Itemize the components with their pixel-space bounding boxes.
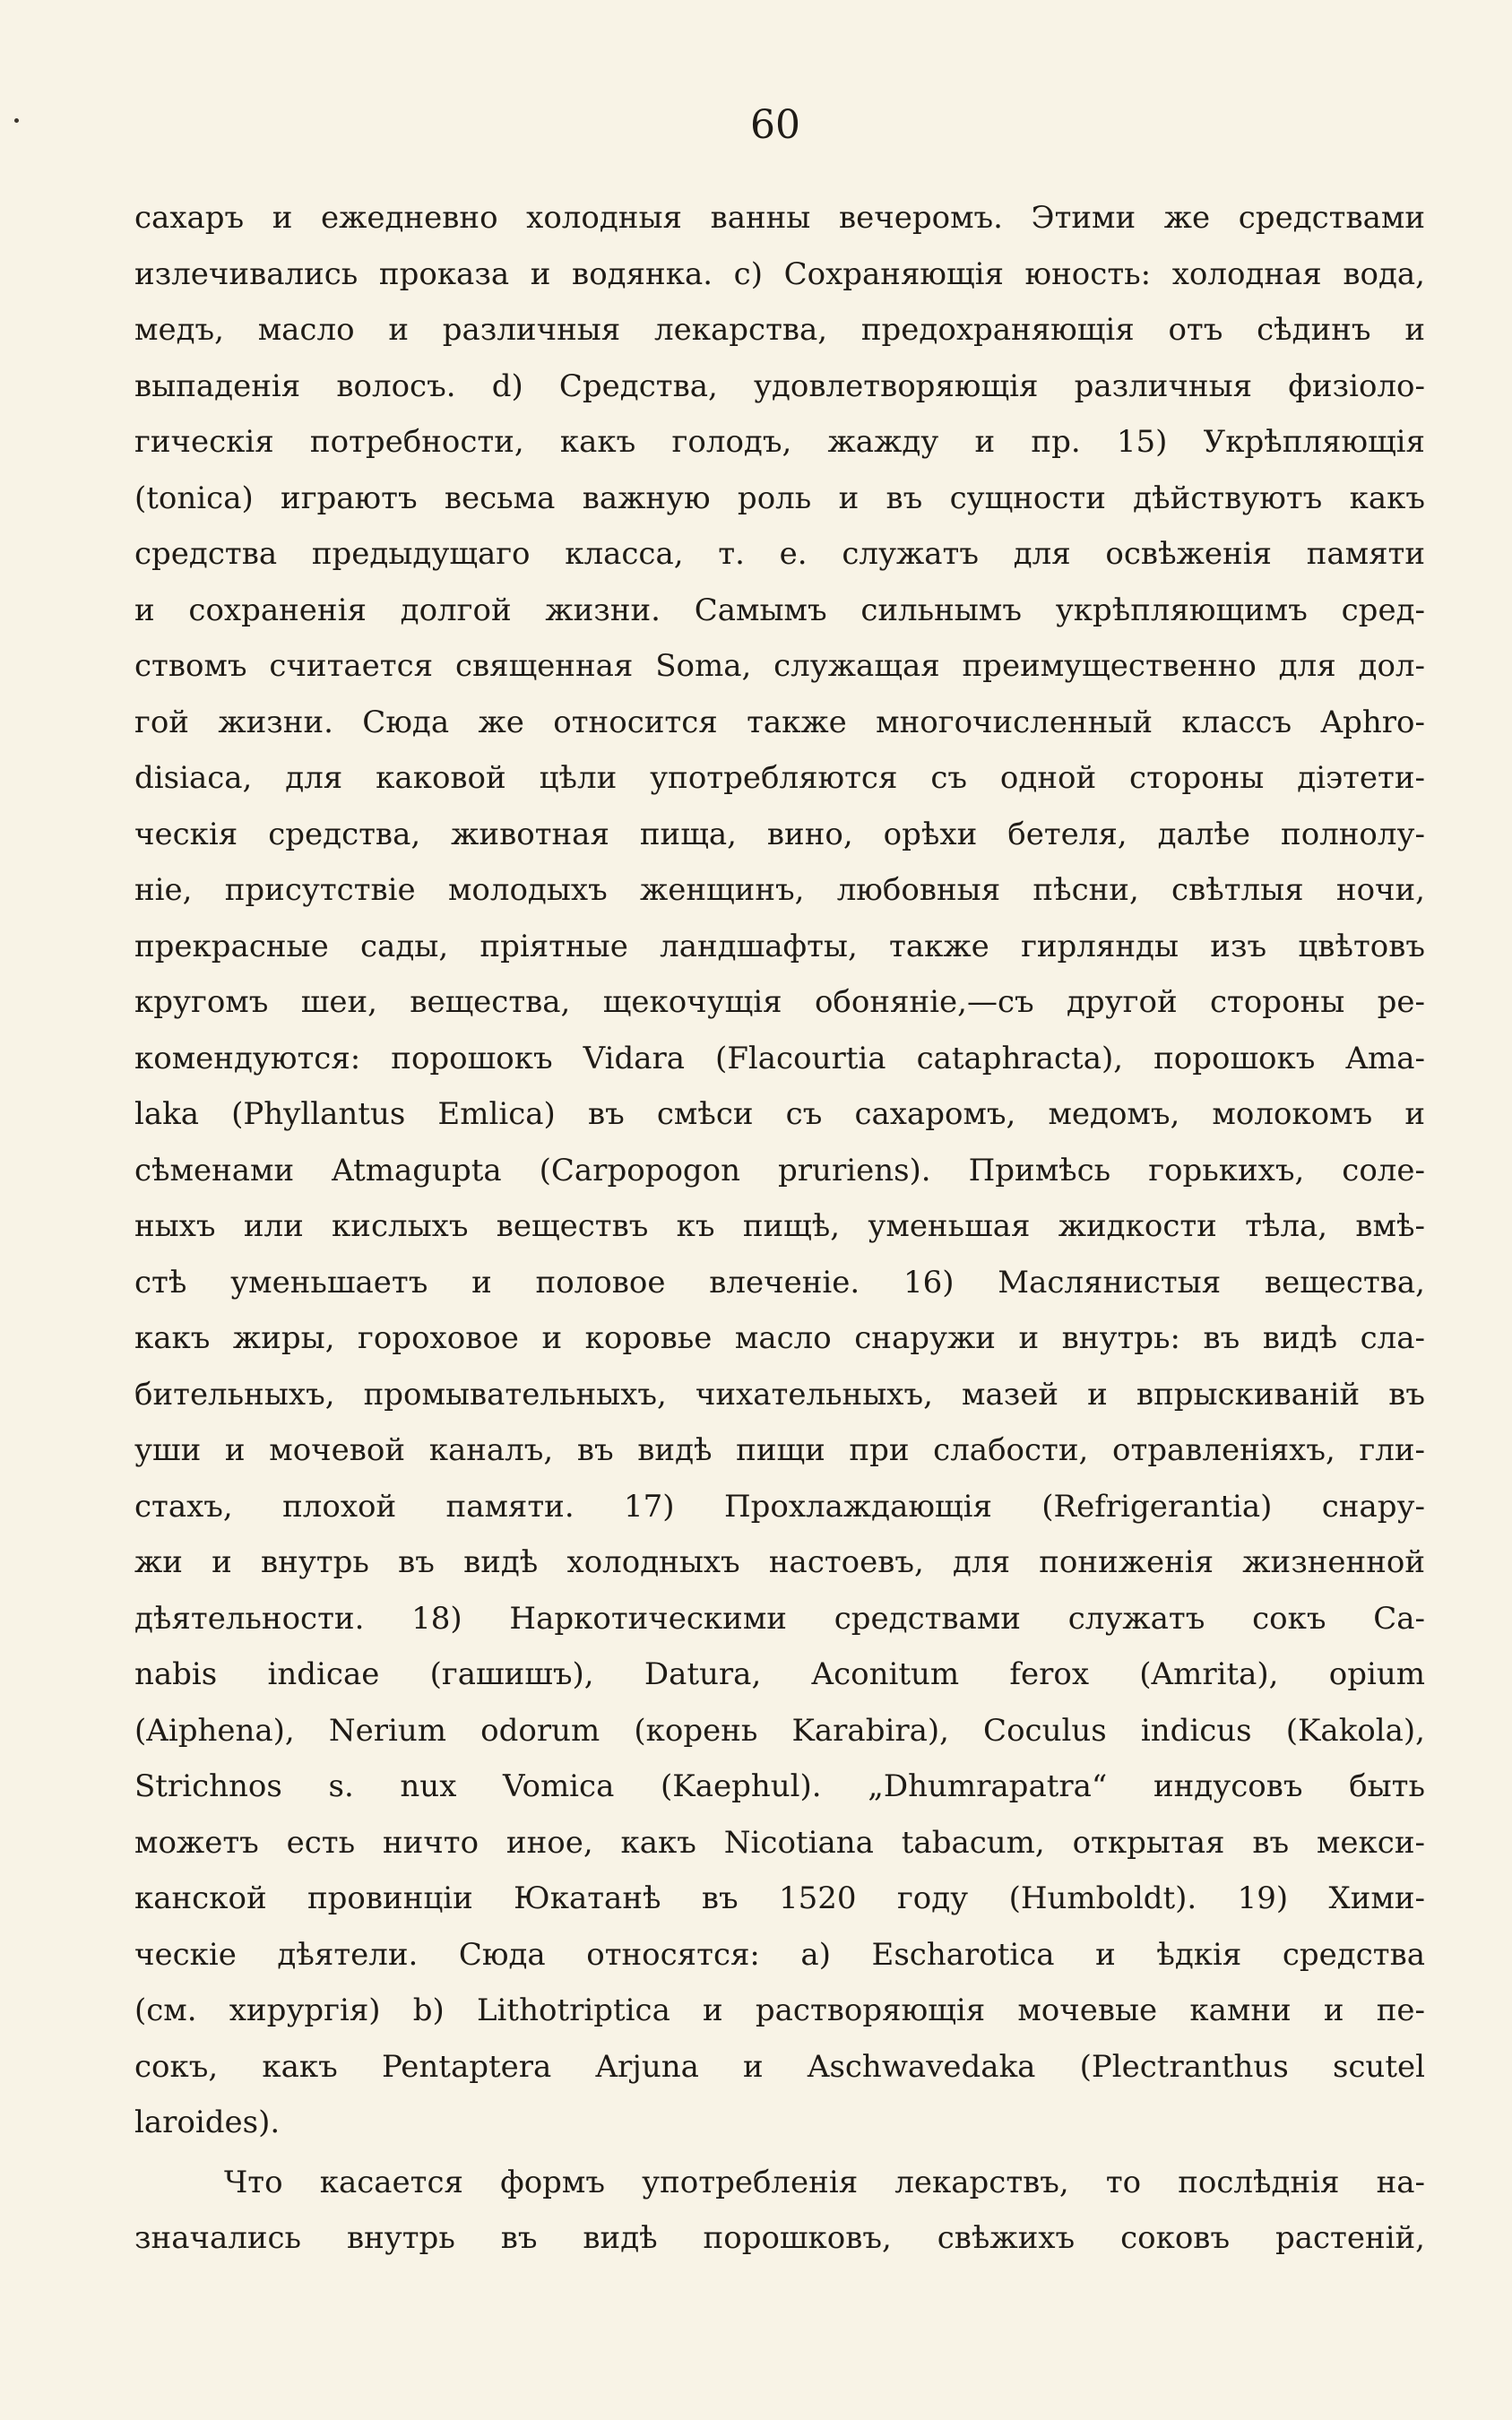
text-line: laka (Phyllantus Emlica) въ смѣси съ сахаромъ, медомъ, молокомъ и	[134, 1096, 1425, 1132]
page-number: 60	[750, 102, 800, 148]
text-line: излечивались проказа и водянка. с) Сохраняющія юность: холодная вода,	[134, 255, 1425, 292]
text-line: и сохраненія долгой жизни. Самымъ сильнымъ укрѣпляющимъ сред-	[134, 592, 1425, 628]
text-line: гическія потребности, какъ голодъ, жажду и пр. 15) Укрѣпляющія	[134, 424, 1425, 460]
text-line: дѣятельности. 18) Наркотическими средствами служатъ сокъ Ca-	[134, 1600, 1425, 1637]
text-line: ческія средства, животная пища, вино, орѣхи бетеля, далѣе полнолу-	[134, 816, 1425, 852]
text-line: ствомъ считается священная Soma, служащая преимущественно для дол-	[134, 648, 1425, 684]
text-line: канской провинціи Юкатанѣ въ 1520 году (Humboldt). 19) Хими-	[134, 1880, 1425, 1916]
text-line: гой жизни. Сюда же относится также многочисленный классъ Aphro-	[134, 704, 1425, 740]
text-line: выпаденія волосъ. d) Средства, удовлетворяющія различныя физіоло-	[134, 367, 1425, 404]
text-line: стѣ уменьшаетъ и половое влеченіе. 16) Маслянистыя вещества,	[134, 1264, 1425, 1301]
text-line: прекрасные сады, пріятные ландшафты, также гирлянды изъ цвѣтовъ	[134, 928, 1425, 964]
text-line: комендуются: порошокъ Vidara (Flacourtia cataphracta), порошокъ Ama-	[134, 1040, 1425, 1076]
text-line: ныхъ или кислыхъ веществъ къ пищѣ, уменьшая жидкости тѣла, вмѣ-	[134, 1208, 1425, 1244]
text-line: уши и мочевой каналъ, въ видѣ пищи при слабости, отравленіяхъ, гли-	[134, 1432, 1425, 1468]
text-line: Что касается формъ употребленія лекарствъ, то послѣднія на-	[224, 2164, 1425, 2200]
text-line: сахаръ и ежедневно холодныя ванны вечеромъ. Этими же средствами	[134, 200, 1425, 236]
text-line: (tonica) играютъ весьма важную роль и въ сущности дѣйствуютъ какъ	[134, 480, 1425, 516]
paragraph-2	[134, 2155, 1425, 2267]
text-line: можетъ есть ничто иное, какъ Nicotiana tabacum, открытая въ мекси-	[134, 1824, 1425, 1861]
text-line: nabis indicae (гашишъ), Datura, Aconitum ferox (Amrita), opium	[134, 1656, 1425, 1692]
text-line: (Aiphena), Nerium odorum (корень Karabira), Coculus indicus (Kakola),	[134, 1712, 1425, 1749]
text-line: сѣменами Atmagupta (Carpopogon pruriens). Примѣсь горькихъ, соле-	[134, 1152, 1425, 1188]
text-line: медъ, масло и различныя лекарства, предохраняющія отъ сѣдинъ и	[134, 312, 1425, 348]
text-line: Strichnos s. nux Vomica (Kaephul). „Dhumrapatra“ индусовъ быть	[134, 1768, 1425, 1804]
text-line: disiaca, для каковой цѣли употребляются съ одной стороны діэтети-	[134, 760, 1425, 796]
paragraph-1	[134, 190, 1425, 2151]
text-line: ніе, присутствіе молодыхъ женщинъ, любовныя пѣсни, свѣтлыя ночи,	[134, 872, 1425, 908]
text-line: (см. хирургія) b) Lithotriptica и растворяющія мочевые камни и пе-	[134, 1992, 1425, 2028]
body-text	[134, 190, 1425, 2267]
text-line: стахъ, плохой памяти. 17) Прохлаждающія (Refrigerantia) снару-	[134, 1488, 1425, 1525]
text-line: бительныхъ, промывательныхъ, чихательныхъ, мазей и впрыскиваній въ	[134, 1376, 1425, 1413]
text-line: средства предыдущаго класса, т. е. служатъ для освѣженія памяти	[134, 536, 1425, 572]
text-line: какъ жиры, гороховое и коровье масло снаружи и внутрь: въ видѣ сла-	[134, 1320, 1425, 1356]
text-line: сокъ, какъ Pentaptera Arjuna и Aschwavedaka (Plectranthus scutel	[134, 2048, 1425, 2085]
text-line: кругомъ шеи, вещества, щекочущія обоняніе,—съ другой стороны ре-	[134, 984, 1425, 1020]
text-line: laroides).	[134, 2105, 281, 2140]
text-line: ческіе дѣятели. Сюда относятся: а) Escharotica и ѣдкія средства	[134, 1936, 1425, 1973]
text-line: жи и внутрь въ видѣ холодныхъ настоевъ, для пониженія жизненной	[134, 1544, 1425, 1580]
text-line: значались внутрь въ видѣ порошковъ, свѣжихъ соковъ растеній,	[134, 2220, 1425, 2256]
